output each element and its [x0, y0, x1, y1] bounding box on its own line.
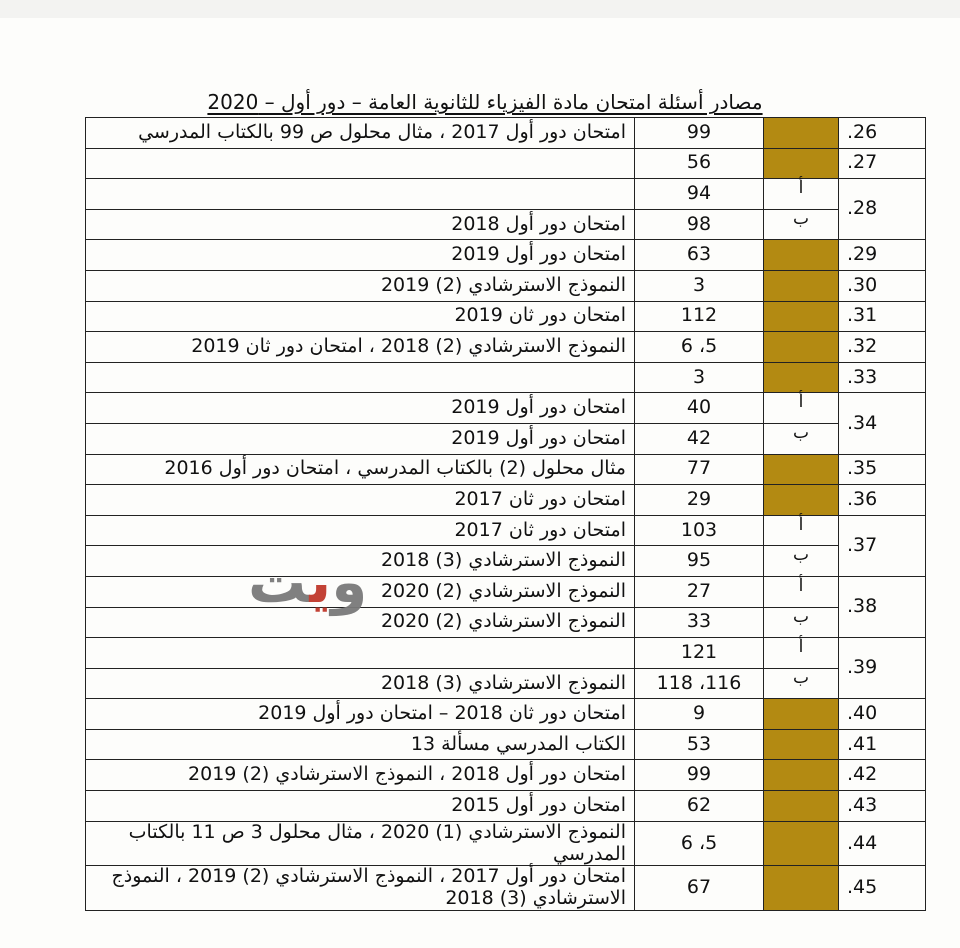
- page-number: 3: [635, 270, 764, 301]
- source-text: امتحان دور أول 2019: [86, 393, 635, 424]
- highlight-cell: [764, 332, 839, 363]
- sub-part-letter: أ: [764, 393, 839, 424]
- page-number: 77: [635, 454, 764, 485]
- page-number: 5، 6: [635, 332, 764, 363]
- sub-part-letter: ب: [764, 546, 839, 577]
- source-text: النموذج الاسترشادي (2) 2020: [86, 607, 635, 638]
- question-number: .40: [839, 699, 926, 730]
- table-row: [86, 454, 926, 485]
- sub-part-letter: ب: [764, 423, 839, 454]
- table-row: [86, 270, 926, 301]
- table-row: [86, 332, 926, 363]
- table-row: [86, 607, 926, 638]
- question-number: .36: [839, 485, 926, 516]
- watermark-accent: ي: [309, 548, 332, 616]
- table-row: [86, 760, 926, 791]
- sub-part-letter: أ: [764, 179, 839, 210]
- question-number: .34: [839, 393, 926, 454]
- highlight-cell: [764, 148, 839, 179]
- page-number: 3: [635, 362, 764, 393]
- highlight-cell: [764, 791, 839, 822]
- question-number: .31: [839, 301, 926, 332]
- document-title: مصادر أسئلة امتحان مادة الفيزياء للثانوية العامة – دور أول – 2020: [207, 90, 763, 114]
- site-watermark: [248, 548, 367, 616]
- sub-part-letter: ب: [764, 607, 839, 638]
- table-row: [86, 546, 926, 577]
- source-text: امتحان دور أول 2019: [86, 240, 635, 271]
- page-number: 95: [635, 546, 764, 577]
- source-text: النموذج الاسترشادي (2) 2018 ، امتحان دور ثان 2019: [86, 332, 635, 363]
- table-row: [86, 362, 926, 393]
- table-row: [86, 148, 926, 179]
- sub-part-letter: ب: [764, 209, 839, 240]
- source-text: [86, 148, 635, 179]
- table-row: [86, 821, 926, 866]
- watermark-prefix: و: [331, 548, 368, 616]
- table-row: [86, 118, 926, 149]
- highlight-cell: [764, 821, 839, 866]
- page-number: 62: [635, 791, 764, 822]
- table-row: [86, 485, 926, 516]
- page-number: 94: [635, 179, 764, 210]
- table-row: [86, 515, 926, 546]
- highlight-cell: [764, 866, 839, 911]
- page-number: 40: [635, 393, 764, 424]
- page-number: 33: [635, 607, 764, 638]
- page-number: 56: [635, 148, 764, 179]
- sub-part-letter: أ: [764, 576, 839, 607]
- question-number: .28: [839, 179, 926, 240]
- page-number: 29: [635, 485, 764, 516]
- table-row: [86, 240, 926, 271]
- question-number: .37: [839, 515, 926, 576]
- source-text: امتحان دور ثان 2017: [86, 485, 635, 516]
- watermark-suffix: ت: [248, 548, 310, 616]
- highlight-cell: [764, 301, 839, 332]
- question-number: .38: [839, 576, 926, 637]
- page-number: 27: [635, 576, 764, 607]
- question-number: .39: [839, 638, 926, 699]
- sources-table: [85, 117, 926, 911]
- sub-part-letter: ب: [764, 668, 839, 699]
- table-row: [86, 576, 926, 607]
- page-number: 99: [635, 118, 764, 149]
- page-number: 112: [635, 301, 764, 332]
- question-number: .26: [839, 118, 926, 149]
- source-text: النموذج الاسترشادي (1) 2020 ، مثال محلول 3 ص 11 بالكتاب المدرسي: [86, 821, 635, 866]
- question-number: .29: [839, 240, 926, 271]
- table-row: [86, 866, 926, 911]
- source-text: امتحان دور أول 2018: [86, 209, 635, 240]
- source-text: مثال محلول (2) بالكتاب المدرسي ، امتحان دور أول 2016: [86, 454, 635, 485]
- highlight-cell: [764, 118, 839, 149]
- table-row: [86, 423, 926, 454]
- source-text: النموذج الاسترشادي (3) 2018: [86, 668, 635, 699]
- page-number: 121: [635, 638, 764, 669]
- table-row: [86, 668, 926, 699]
- page-number: 99: [635, 760, 764, 791]
- highlight-cell: [764, 485, 839, 516]
- question-number: .45: [839, 866, 926, 911]
- question-number: .44: [839, 821, 926, 866]
- highlight-cell: [764, 760, 839, 791]
- question-number: .32: [839, 332, 926, 363]
- page-number: 5، 6: [635, 821, 764, 866]
- page-number: 103: [635, 515, 764, 546]
- source-text: امتحان دور ثان 2019: [86, 301, 635, 332]
- page-number: 98: [635, 209, 764, 240]
- source-text: الكتاب المدرسي مسألة 13: [86, 729, 635, 760]
- source-text: امتحان دور أول 2019: [86, 423, 635, 454]
- source-text: امتحان دور ثان 2017: [86, 515, 635, 546]
- page-number: 63: [635, 240, 764, 271]
- table-row: [86, 791, 926, 822]
- page-number: 116، 118: [635, 668, 764, 699]
- question-number: .42: [839, 760, 926, 791]
- table-row: [86, 638, 926, 669]
- question-number: .41: [839, 729, 926, 760]
- source-text: النموذج الاسترشادي (3) 2018: [86, 546, 635, 577]
- question-number: .33: [839, 362, 926, 393]
- sub-part-letter: أ: [764, 515, 839, 546]
- highlight-cell: [764, 270, 839, 301]
- sub-part-letter: أ: [764, 638, 839, 669]
- page-number: 67: [635, 866, 764, 911]
- highlight-cell: [764, 362, 839, 393]
- source-text: امتحان دور أول 2018 ، النموذج الاسترشادي (2) 2019: [86, 760, 635, 791]
- question-number: .30: [839, 270, 926, 301]
- source-text: النموذج الاسترشادي (2) 2020: [86, 576, 635, 607]
- table-row: [86, 699, 926, 730]
- source-text: امتحان دور أول 2017 ، النموذج الاسترشادي (2) 2019 ، النموذج الاسترشادي (3) 2018: [86, 866, 635, 911]
- page-number: 53: [635, 729, 764, 760]
- source-text: امتحان دور ثان 2018 – امتحان دور أول 2019: [86, 699, 635, 730]
- highlight-cell: [764, 454, 839, 485]
- question-number: .43: [839, 791, 926, 822]
- source-text: النموذج الاسترشادي (2) 2019: [86, 270, 635, 301]
- source-text: امتحان دور أول 2015: [86, 791, 635, 822]
- highlight-cell: [764, 240, 839, 271]
- source-text: امتحان دور أول 2017 ، مثال محلول ص 99 بالكتاب المدرسي: [86, 118, 635, 149]
- table-row: [86, 393, 926, 424]
- table-row: [86, 179, 926, 210]
- highlight-cell: [764, 729, 839, 760]
- source-text: [86, 638, 635, 669]
- page-number: 9: [635, 699, 764, 730]
- source-text: [86, 362, 635, 393]
- highlight-cell: [764, 699, 839, 730]
- question-number: .27: [839, 148, 926, 179]
- page-number: 42: [635, 423, 764, 454]
- source-text: [86, 179, 635, 210]
- question-number: .35: [839, 454, 926, 485]
- table-row: [86, 209, 926, 240]
- table-row: [86, 301, 926, 332]
- table-row: [86, 729, 926, 760]
